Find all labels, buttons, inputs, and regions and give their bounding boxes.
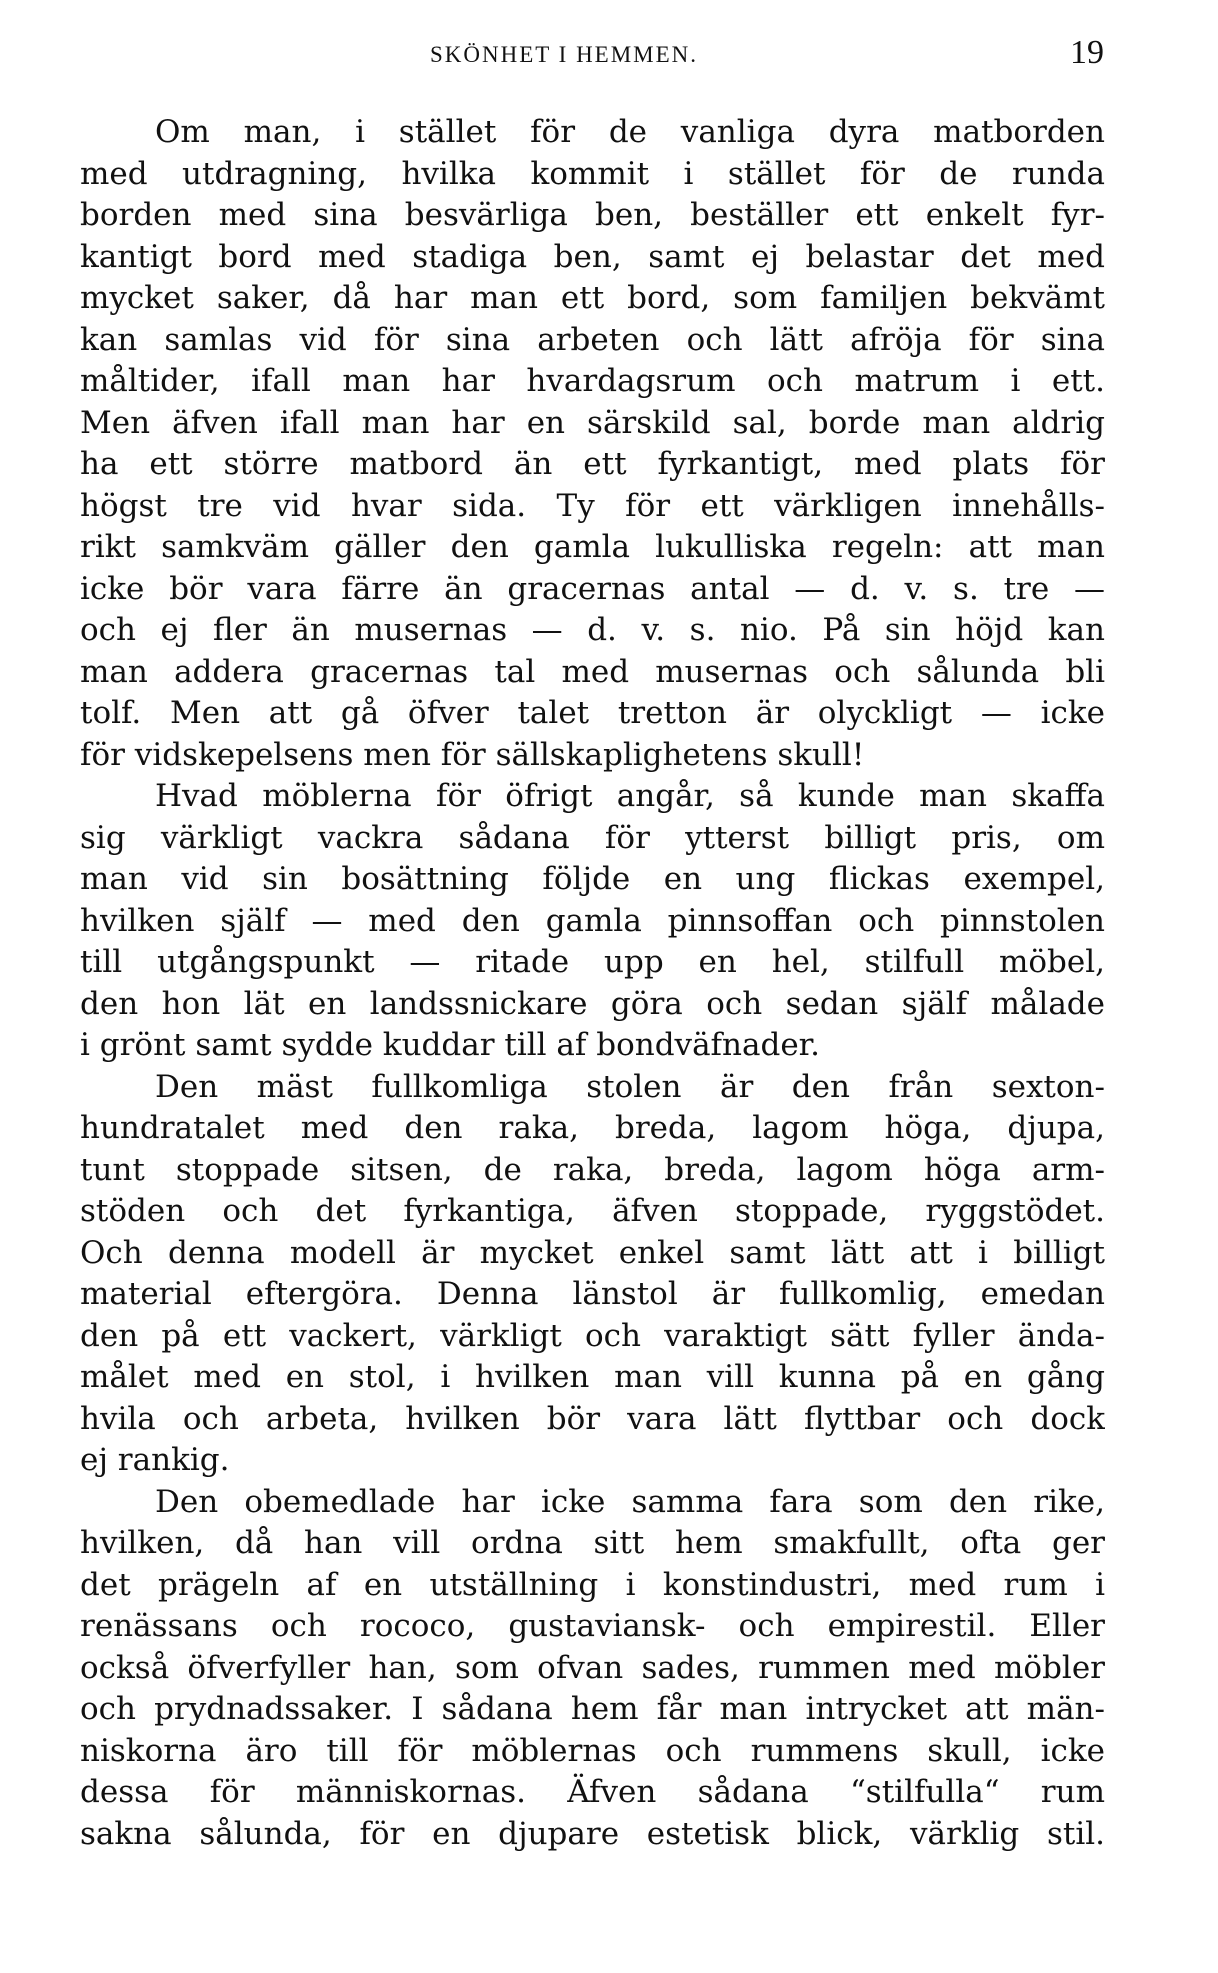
text-line: Men äfven ifall man har en särskild sal, borde man aldrig xyxy=(80,404,1105,441)
text-line: kan samlas vid för sina arbeten och lätt afröja för sina xyxy=(80,321,1105,358)
text-line: dessa för människornas. Äfven sådana “stilfulla“ rum xyxy=(80,1774,1105,1810)
text-line: målet med en stol, i hvilken man vill kunna på en gång xyxy=(80,1359,1105,1395)
text-line: Den mäst fullkomliga stolen är den från sexton- xyxy=(155,1068,1105,1105)
text-line: också öfverfyller han, som ofvan sades, rummen med möbler xyxy=(80,1649,1105,1686)
text-line: tunt stoppade sitsen, de raka, breda, lagom höga arm- xyxy=(80,1151,1105,1188)
text-line: borden med sina besvärliga ben, beställer ett enkelt fyr- xyxy=(80,197,1105,233)
text-line: sakna sålunda, för en djupare estetisk blick, värklig stil. xyxy=(80,1815,1105,1852)
text-line: rikt samkväm gäller den gamla lukulliska regeln: att man xyxy=(80,529,1105,565)
running-head: SKÖNHET I HEMMEN. xyxy=(430,42,699,67)
text-line: icke bör vara färre än gracernas antal — d. v. s. tre — xyxy=(80,570,1105,607)
text-line: sig värkligt vackra sådana för ytterst billigt pris, om xyxy=(80,819,1105,856)
text-line: och ej fler än musernas — d. v. s. nio. På sin höjd kan xyxy=(80,612,1105,648)
text-line: hvila och arbeta, hvilken bör vara lätt flyttbar och dock xyxy=(80,1400,1105,1437)
text-line: mycket saker, då har man ett bord, som familjen bekvämt xyxy=(80,280,1105,316)
text-line: måltider, ifall man har hvardagsrum och matrum i ett. xyxy=(80,363,1105,399)
text-line: Hvad möblerna för öfrigt angår, så kunde man skaffa xyxy=(155,778,1105,814)
text-line: tolf. Men att gå öfver talet tretton är olyckligt — icke xyxy=(80,695,1105,731)
text-line: och prydnadssaker. I sådana hem får man intrycket att män- xyxy=(80,1691,1105,1727)
text-line: renässans och rococo, gustaviansk- och empirestil. Eller xyxy=(80,1608,1105,1644)
text-line: högst tre vid hvar sida. Ty för ett värkligen innehålls- xyxy=(80,487,1105,524)
text-line: med utdragning, hvilka kommit i stället för de runda xyxy=(80,155,1105,192)
text-line: den hon lät en landssnickare göra och sedan själf målade xyxy=(80,985,1105,1022)
text-line: ej rankig. xyxy=(80,1442,230,1478)
text-line: i grönt samt sydde kuddar till af bondväfnader. xyxy=(80,1027,820,1063)
text-line: ha ett större matbord än ett fyrkantigt, med plats för xyxy=(80,446,1105,482)
text-line: man addera gracernas tal med musernas och sålunda bli xyxy=(80,653,1105,690)
text-line: hvilken själf — med den gamla pinnsoffan och pinnstolen xyxy=(80,902,1105,939)
text-line: kantigt bord med stadiga ben, samt ej belastar det med xyxy=(80,238,1105,275)
text-line: stöden och det fyrkantiga, äfven stoppade, ryggstödet. xyxy=(80,1193,1105,1229)
page-number: 19 xyxy=(1070,34,1104,71)
text-line: Om man, i stället för de vanliga dyra matborden xyxy=(155,114,1105,150)
text-line: till utgångspunkt — ritade upp en hel, stilfull möbel, xyxy=(80,944,1105,980)
text-line: material eftergöra. Denna länstol är fullkomlig, emedan xyxy=(80,1276,1105,1312)
text-line: för vidskepelsens men för sällskaplighetens skull! xyxy=(80,736,865,773)
text-line: niskorna äro till för möblernas och rummens skull, icke xyxy=(80,1732,1105,1769)
text-line: Och denna modell är mycket enkel samt lätt att i billigt xyxy=(80,1234,1105,1271)
text-line: den på ett vackert, värkligt och varaktigt sätt fyller ända- xyxy=(80,1317,1105,1354)
text-line: hundratalet med den raka, breda, lagom höga, djupa, xyxy=(80,1110,1105,1146)
text-line: man vid sin bosättning följde en ung flickas exempel, xyxy=(80,861,1105,897)
body-text xyxy=(80,112,1105,1855)
text-line: det prägeln af en utställning i konstindustri, med rum i xyxy=(80,1566,1105,1603)
text-line: Den obemedlade har icke samma fara som den rike, xyxy=(155,1483,1105,1520)
text-line: hvilken, då han vill ordna sitt hem smakfullt, ofta ger xyxy=(80,1525,1105,1561)
